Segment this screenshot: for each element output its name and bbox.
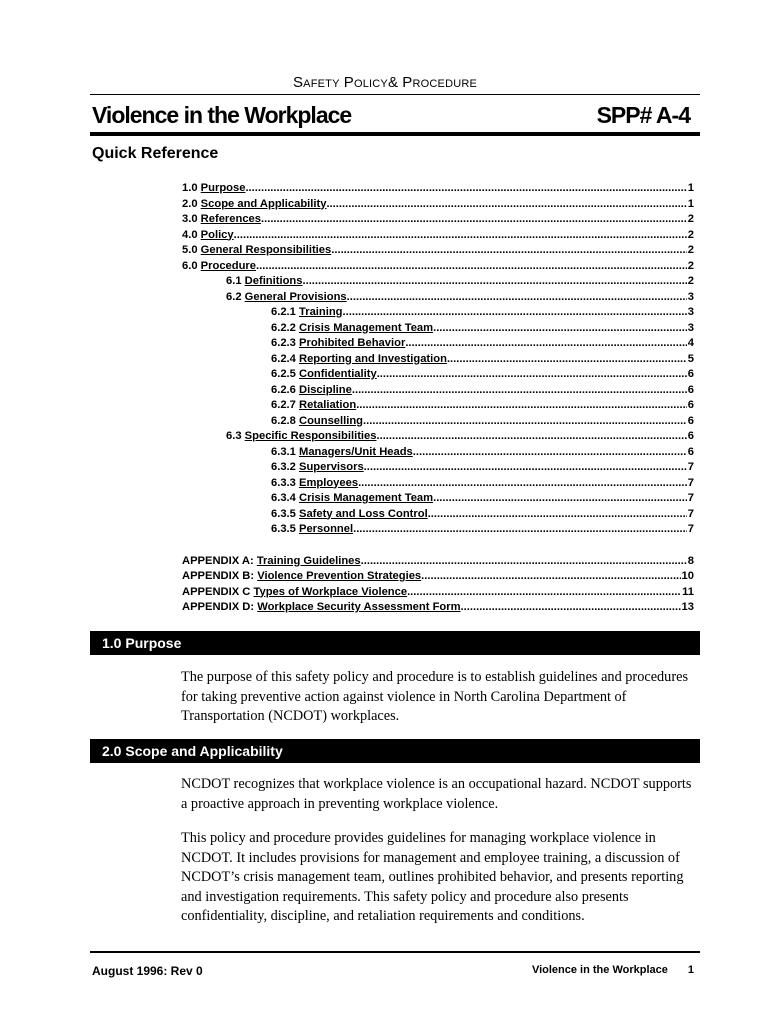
toc-entry-number: 6.2.1 [271,306,296,318]
toc-entry-label: Specific Responsibilities [244,430,377,442]
toc-entry[interactable] [182,491,694,507]
toc-leader-dots [234,228,687,244]
toc-entry[interactable] [182,554,694,570]
toc-entry-label: Types of Workplace Violence [253,585,408,598]
toc-entry-label: Supervisors [299,461,364,473]
toc-page-number: 11 [682,585,694,598]
toc-entry[interactable] [182,585,694,601]
toc-page-number: 5 [687,352,694,365]
toc-page-number: 13 [681,601,694,613]
toc-entry-label: Safety and Loss Control [299,507,428,520]
toc-page-number: 2 [687,259,694,272]
toc-leader-dots [413,445,687,461]
header-rule-bottom [90,132,700,136]
toc-leader-dots [461,600,681,616]
toc-entry-label: Discipline [299,383,352,396]
toc-page-number: 2 [687,213,694,225]
toc-entry[interactable] [182,476,694,492]
toc-entry-label: Procedure [200,259,257,272]
toc-page-number: 7 [687,461,694,473]
footer-rule [90,951,700,953]
toc-page-number: 8 [687,554,694,567]
toc-page-number: 7 [687,492,694,504]
toc-entry-label: Crisis Management Team [299,321,434,334]
toc-entry[interactable] [182,336,694,352]
toc-entry[interactable] [182,352,694,368]
toc-entry[interactable] [182,569,694,585]
toc-entry-label: Purpose [200,182,246,194]
toc-entry-label: General Responsibilities [200,244,332,256]
toc-leader-dots [331,243,687,259]
toc-leader-dots [405,336,686,352]
toc-entry-number: 6.3.4 [271,492,296,504]
toc-entry[interactable] [182,181,694,197]
toc-leader-dots [261,212,687,228]
toc-entry[interactable] [182,212,694,228]
toc-entry-number: APPENDIX B: [182,570,255,582]
toc-entry-number: 4.0 [182,228,198,241]
toc-entry-number: 6.2.8 [271,414,296,427]
footer-right [532,964,694,976]
toc-leader-dots [352,383,687,399]
toc-entry-number: 6.2 [226,290,242,303]
toc-entry-number: 6.3.5 [271,507,296,520]
toc-page-number: 6 [687,368,694,380]
toc-entry-number: 1.0 [182,182,198,194]
toc-leader-dots [376,429,686,445]
toc-entry-number: 5.0 [182,244,198,256]
toc-entry[interactable] [182,600,694,616]
toc-leader-dots [433,491,687,507]
toc-entry-number: 6.2.7 [271,399,296,411]
toc-page-number: 6 [687,430,694,442]
toc-entry[interactable] [182,305,694,321]
section-header-scope: 2.0 Scope and Applicability [90,739,700,763]
toc-page-number: 2 [687,275,694,287]
toc-entry-number: 6.2.3 [271,337,296,349]
toc-entry-label: References [200,213,261,225]
toc-entry[interactable] [182,507,694,523]
scope-paragraph-2: This policy and procedure provides guidelines for managing workplace violence in NCDOT. It includes provisions for management and employee training, a discussion of NCDOT’s crisis management team, outlines prohibited behavior, and presents reporting and investigation requirements. This safety policy and procedure also presents confidentiality, discipline, and retaliation requirements and conditions. [181,830,684,924]
toc-entry-label: Confidentiality [299,368,377,380]
toc-entry-label: Training Guidelines [256,554,361,567]
kicker-word: ROCEDURE [412,78,478,90]
toc-entry-label: Definitions [244,275,303,287]
toc-leader-dots [428,507,687,523]
toc-leader-dots [256,259,687,275]
toc-entry-number: 6.3.1 [271,445,296,458]
toc-entry-label: Training [299,306,343,318]
kicker-letter: P [402,74,413,91]
footer-revision: August 1996: Rev 0 [92,964,203,978]
toc-gap [182,538,694,554]
footer-title: Violence in the Workplace [531,964,668,976]
kicker-ampersand: & [387,74,399,91]
toc-entry-label: Violence Prevention Strategies [257,570,422,582]
section-header-purpose: 1.0 Purpose [90,631,700,655]
toc-entry-number: 6.3.3 [271,476,296,489]
toc-page-number: 7 [687,523,694,535]
toc-page-number: 3 [687,306,694,318]
toc-entry-number: 6.2.6 [271,383,296,396]
toc-entry[interactable] [182,429,694,445]
toc-page-number: 4 [687,337,694,349]
toc-leader-dots [245,181,686,197]
toc-leader-dots [364,460,687,476]
toc-entry[interactable] [182,274,694,290]
toc-entry-label: Reporting and Investigation [299,352,447,365]
purpose-paragraph: The purpose of this safety policy and procedure is to establish guidelines and procedures for taking preventive action against violence in North Carolina Department of Transportation (NCDOT) workplaces. [181,669,689,724]
quick-reference-heading: Quick Reference [92,145,219,162]
toc-leader-dots [358,476,687,492]
page-title: Violence in the Workplace [92,102,352,128]
toc-entry-number: APPENDIX C [182,585,251,598]
toc-page-number: 7 [687,507,694,520]
page-number: 1 [687,964,694,976]
toc-leader-dots [326,197,686,213]
kicker-letter: P [343,74,354,91]
scope-paragraph-1: NCDOT recognizes that workplace violence is an occupational hazard. NCDOT supports a proactive approach in preventing workplace violence. [181,776,692,812]
toc-page-number: 6 [687,414,694,427]
toc-leader-dots [377,367,687,383]
toc-page-number: 6 [687,445,694,458]
toc-entry[interactable] [182,290,694,306]
toc-leader-dots [302,274,686,290]
toc-entry-number: APPENDIX A: [182,554,254,567]
toc-entry-number: 6.3 [226,430,242,442]
kicker-word: AFETY [303,78,340,90]
toc-page-number: 2 [687,244,694,256]
header-rule-top [90,94,700,95]
toc-entry[interactable] [182,414,694,430]
toc-entry-label: Scope and Applicability [200,197,327,210]
toc-leader-dots [407,585,681,601]
toc-entry-number: 6.2.4 [271,352,296,365]
toc-page-number: 3 [687,290,694,303]
toc-leader-dots [356,398,687,414]
toc-entry-number: 3.0 [182,213,198,225]
toc-page-number: 6 [687,399,694,411]
toc-entry-label: General Provisions [244,290,347,303]
toc-entry-label: Prohibited Behavior [299,337,406,349]
toc-entry-number: 6.2.2 [271,321,296,334]
toc-entry-label: Employees [299,476,359,489]
toc-leader-dots [421,569,680,585]
toc-leader-dots [343,305,687,321]
toc-leader-dots [347,290,687,306]
toc-leader-dots [447,352,687,368]
toc-entry-label: Retaliation [299,399,357,411]
toc-entry-label: Policy [200,228,234,241]
toc-page-number: 6 [687,383,694,396]
toc-entry[interactable] [182,367,694,383]
toc-entry-number: 6.3.2 [271,461,296,473]
toc-entry-number: APPENDIX D: [182,601,255,613]
kicker-word: OLICY [353,78,388,90]
toc-entry[interactable] [182,522,694,538]
kicker-letter: S [292,74,304,91]
table-of-contents [182,181,694,616]
toc-entry-number: 6.3.5 [271,523,296,535]
toc-entry-number: 6.2.5 [271,368,296,380]
toc-leader-dots [363,414,687,430]
toc-entry-number: 6.0 [182,259,198,272]
toc-entry[interactable] [182,398,694,414]
toc-entry[interactable] [182,460,694,476]
toc-entry[interactable] [182,197,694,213]
document-number: SPP# A-4 [596,102,690,128]
toc-leader-dots [361,554,687,570]
toc-leader-dots [353,522,687,538]
toc-entry[interactable] [182,228,694,244]
toc-entry-label: Counselling [299,414,364,427]
toc-entry-label: Managers/Unit Heads [299,445,413,458]
toc-page-number: 1 [687,182,694,194]
toc-entry[interactable] [182,321,694,337]
toc-page-number: 2 [687,228,694,241]
toc-page-number: 1 [687,197,694,210]
document-kicker [0,74,770,91]
toc-entry-label: Workplace Security Assessment Form [257,601,461,613]
toc-entry[interactable] [182,383,694,399]
toc-entry[interactable] [182,243,694,259]
toc-entry[interactable] [182,259,694,275]
toc-entry-number: 6.1 [226,275,242,287]
toc-entry-label: Personnel [299,523,354,535]
toc-page-number: 3 [687,321,694,334]
toc-page-number: 10 [681,570,694,582]
toc-page-number: 7 [687,476,694,489]
toc-entry[interactable] [182,445,694,461]
toc-entry-label: Crisis Management Team [299,492,434,504]
toc-leader-dots [433,321,687,337]
toc-entry-number: 2.0 [182,197,198,210]
